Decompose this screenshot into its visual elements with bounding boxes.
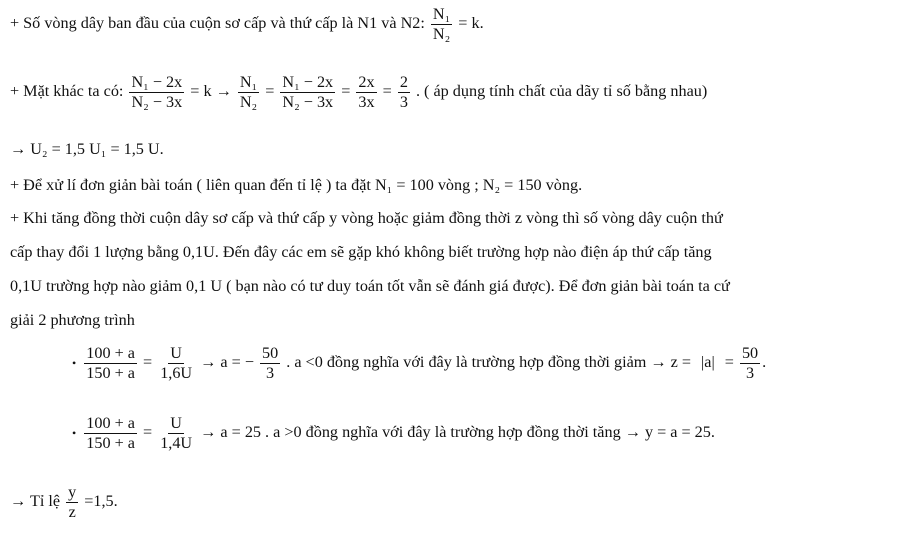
- fraction-turns-ratio: [84, 345, 137, 382]
- fraction-5: [398, 74, 410, 111]
- line-ratio-definition: [10, 6, 484, 43]
- fraction-numerator: 100 + a: [86, 414, 135, 432]
- paragraph-line-1: + Khi tăng đồng thời cuộn dây sơ cấp và thứ cấp y vòng hoặc giảm đồng thời z vòng thì số vòng dây cuộn thứ: [10, 209, 723, 227]
- bullet: •: [72, 426, 77, 440]
- fraction-numerator: 100 + a: [86, 344, 135, 362]
- fraction-numerator: N₁ − 2x: [282, 73, 334, 91]
- fraction-numerator: N₁ − 2x: [131, 73, 183, 91]
- equals-sign: =: [724, 353, 734, 372]
- fraction-denominator: 3: [399, 93, 408, 111]
- fraction-a-value: [260, 345, 280, 382]
- fraction-denominator: N₂ − 3x: [131, 93, 183, 111]
- bullet: •: [72, 356, 77, 370]
- fraction-denominator: 1,4U: [160, 434, 193, 452]
- line2-lead: + Mặt khác ta có:: [10, 82, 124, 101]
- final-lead: → Tỉ lệ: [10, 492, 61, 511]
- line1-tail: = k.: [458, 14, 484, 33]
- fraction-numerator: 2: [399, 73, 408, 91]
- fraction-numerator: y: [68, 483, 77, 501]
- fraction-denominator: 3x: [358, 93, 375, 111]
- fraction-denominator: N₂: [432, 25, 451, 43]
- paragraph-line-2: cấp thay đổi 1 lượng bằng 0,1U. Đến đây các em sẽ gặp khó không biết trường hợp nào điện áp thứ cấp tăng: [10, 243, 712, 261]
- fraction-numerator: 50: [262, 344, 279, 362]
- fraction-y-over-z: [66, 484, 78, 521]
- fraction-denominator: 3: [746, 364, 755, 382]
- fraction-denominator: z: [68, 503, 76, 521]
- equals-sign: =: [143, 423, 153, 442]
- fraction-numerator: U: [170, 414, 182, 432]
- equation-case-increase: [72, 415, 715, 452]
- abs-a: |a|: [701, 353, 715, 372]
- equals-k-arrow: = k →: [190, 82, 232, 101]
- equation-case-decrease: [72, 345, 766, 382]
- fraction-numerator: 2x: [358, 73, 375, 91]
- fraction-z-value: [740, 345, 760, 382]
- fraction-4: [356, 74, 376, 111]
- fraction-voltage-ratio: [158, 415, 194, 452]
- fraction-denominator: N₂: [239, 93, 258, 111]
- final-value: =1,5.: [84, 492, 118, 511]
- paragraph-line-4: giải 2 phương trình: [10, 311, 135, 329]
- fraction-numerator: U: [170, 344, 182, 362]
- fraction-numerator: N₁: [239, 73, 258, 91]
- fraction-3: [280, 74, 335, 111]
- line1-text: + Số vòng dây ban đầu của cuộn sơ cấp và thứ cấp là N1 và N2:: [10, 14, 425, 33]
- fraction-voltage-ratio: [158, 345, 194, 382]
- fraction-denominator: 150 + a: [86, 434, 135, 452]
- fraction-numerator: N₁: [432, 5, 451, 23]
- line2-tail: . ( áp dụng tính chất của dãy tỉ số bằng nhau): [415, 82, 708, 101]
- fraction-2: [238, 74, 259, 111]
- case-decrease-text: . a <0 đồng nghĩa với đây là trường hợp đồng thời giảm → z =: [286, 353, 691, 372]
- equals-sign: =: [143, 353, 153, 372]
- fraction-denominator: 1,6U: [160, 364, 193, 382]
- fraction-numerator: 50: [741, 344, 759, 362]
- paragraph-line-3: 0,1U trường hợp nào giảm 0,1 U ( bạn nào có tư duy toán tốt vẫn sẽ đánh giá được). Để đơn giản bài toán ta cứ: [10, 277, 730, 295]
- fraction-denominator: N₂ − 3x: [282, 93, 334, 111]
- fraction-n1-over-n2: [431, 6, 452, 43]
- fraction-turns-ratio: [84, 415, 137, 452]
- equals-sign: =: [265, 82, 275, 101]
- fraction-1: [129, 74, 184, 111]
- line-voltage-result: → U₂ = 1,5 U₁ = 1,5 U.: [10, 140, 164, 158]
- case-increase-text: → a = 25 . a >0 đồng nghĩa với đây là trường hợp đồng thời tăng → y = a = 25.: [200, 423, 715, 442]
- period: .: [762, 353, 767, 372]
- equals-sign: =: [382, 82, 392, 101]
- arrow-a-equals: → a = −: [200, 353, 254, 372]
- line-set-values: + Để xử lí đơn giản bài toán ( liên quan đến tỉ lệ ) ta đặt N₁ = 100 vòng ; N₂ = 150 vòng.: [10, 176, 583, 194]
- fraction-denominator: 150 + a: [86, 364, 135, 382]
- equals-sign: =: [341, 82, 351, 101]
- line-ratio-property: [10, 74, 707, 111]
- fraction-denominator: 3: [266, 364, 275, 382]
- line-final-ratio: [10, 484, 118, 521]
